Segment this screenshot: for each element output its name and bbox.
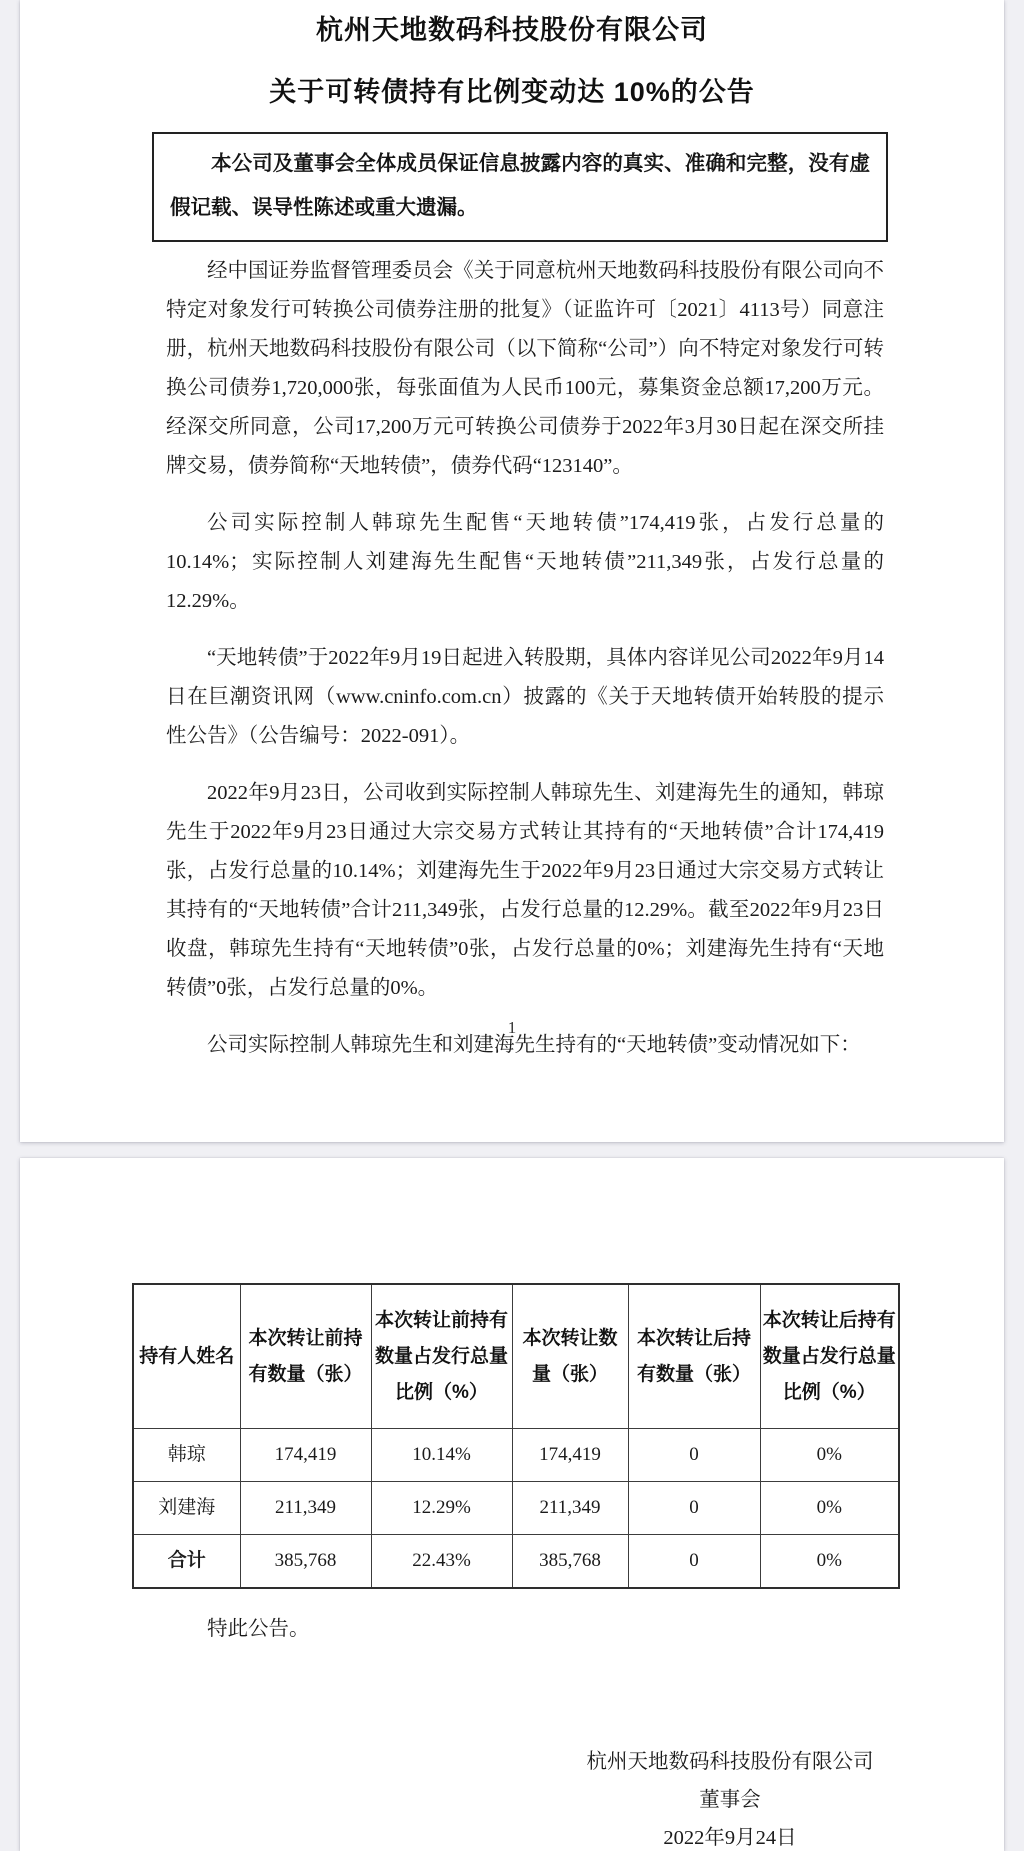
signature-block — [578, 1743, 882, 1851]
table-cell: 合计 — [133, 1535, 240, 1589]
signature-company: 杭州天地数码科技股份有限公司 — [586, 1751, 874, 1773]
table-cell: 10.14% — [371, 1429, 512, 1482]
table-cell: 0 — [628, 1535, 760, 1589]
table-cell: 211,349 — [512, 1482, 628, 1535]
table-cell: 0% — [760, 1429, 899, 1482]
table-header-cell: 本次转让数量（张） — [512, 1284, 628, 1429]
disclaimer-text: 本公司及董事会全体成员保证信息披露内容的真实、准确和完整，没有虚假记载、误导性陈述或重大遗漏。 — [170, 152, 870, 219]
body-paragraph: 经中国证券监督管理委员会《关于同意杭州天地数码科技股份有限公司向不特定对象发行可转换公司债券注册的批复》（证监许可〔2021〕4113号）同意注册，杭州天地数码科技股份有限公司（以下简称“公司”）向不特定对象发行可转换公司债券1,720,000张，每张面值为人民币100元，募集资金总额17,200万元。经深交所同意，公司17,200万元可转换公司债券于2022年3月30日起在深交所挂牌交易，债券简称“天地转债”，债券代码“123140”。 — [166, 260, 884, 477]
body-paragraph: 公司实际控制人韩琼先生和刘建海先生持有的“天地转债”变动情况如下： — [207, 1034, 861, 1056]
table-cell: 385,768 — [512, 1535, 628, 1589]
page-subtitle: 关于可转债持有比例变动达 10%的公告 — [269, 77, 755, 107]
table-cell: 12.29% — [371, 1482, 512, 1535]
page-number: 1 — [507, 1018, 517, 1037]
disclaimer-box — [152, 132, 888, 242]
table-cell: 0 — [628, 1482, 760, 1535]
table-header-row — [133, 1284, 899, 1429]
body-paragraph: 公司实际控制人韩琼先生配售“天地转债”174,419张，占发行总量的10.14%；实际控制人刘建海先生配售“天地转债”211,349张，占发行总量的12.29%。 — [166, 512, 884, 612]
signature-date: 2022年9月24日 — [663, 1827, 797, 1849]
table-cell: 0 — [628, 1429, 760, 1482]
table-header-cell: 本次转让后持有数量占发行总量比例（%） — [760, 1284, 899, 1429]
document-page-2 — [20, 1158, 1004, 1851]
table-header-cell: 本次转让前持有数量（张） — [240, 1284, 371, 1429]
table-cell: 385,768 — [240, 1535, 371, 1589]
body-paragraph: “天地转债”于2022年9月19日起进入转股期，具体内容详见公司2022年9月14日在巨潮资讯网（www.cninfo.com.cn）披露的《关于天地转债开始转股的提示性公告》（公告编号：2022-091）。 — [166, 647, 884, 747]
table-cell: 22.43% — [371, 1535, 512, 1589]
table-cell: 174,419 — [512, 1429, 628, 1482]
table-header-cell: 本次转让后持有数量（张） — [628, 1284, 760, 1429]
holdings-table — [132, 1283, 900, 1589]
closing-statement: 特此公告。 — [207, 1618, 310, 1640]
document-page-1 — [20, 0, 1004, 1142]
table-cell: 韩琼 — [133, 1429, 240, 1482]
table-row — [133, 1429, 899, 1482]
table-cell: 0% — [760, 1482, 899, 1535]
table-cell: 211,349 — [240, 1482, 371, 1535]
table-cell: 刘建海 — [133, 1482, 240, 1535]
table-cell: 174,419 — [240, 1429, 371, 1482]
table-header-cell: 持有人姓名 — [133, 1284, 240, 1429]
body-text — [166, 252, 884, 1065]
table-row-total — [133, 1535, 899, 1589]
signature-board: 董事会 — [699, 1789, 761, 1811]
table-row — [133, 1482, 899, 1535]
table-cell: 0% — [760, 1535, 899, 1589]
table-header-cell: 本次转让前持有数量占发行总量比例（%） — [371, 1284, 512, 1429]
page-title: 杭州天地数码科技股份有限公司 — [316, 15, 708, 45]
body-paragraph: 2022年9月23日，公司收到实际控制人韩琼先生、刘建海先生的通知，韩琼先生于2022年9月23日通过大宗交易方式转让其持有的“天地转债”合计174,419张，占发行总量的10.14%；刘建海先生于2022年9月23日通过大宗交易方式转让其持有的“天地转债”合计211,349张，占发行总量的12.29%。截至2022年9月23日收盘，韩琼先生持有“天地转债”0张，占发行总量的0%；刘建海先生持有“天地转债”0张，占发行总量的0%。 — [166, 782, 884, 999]
